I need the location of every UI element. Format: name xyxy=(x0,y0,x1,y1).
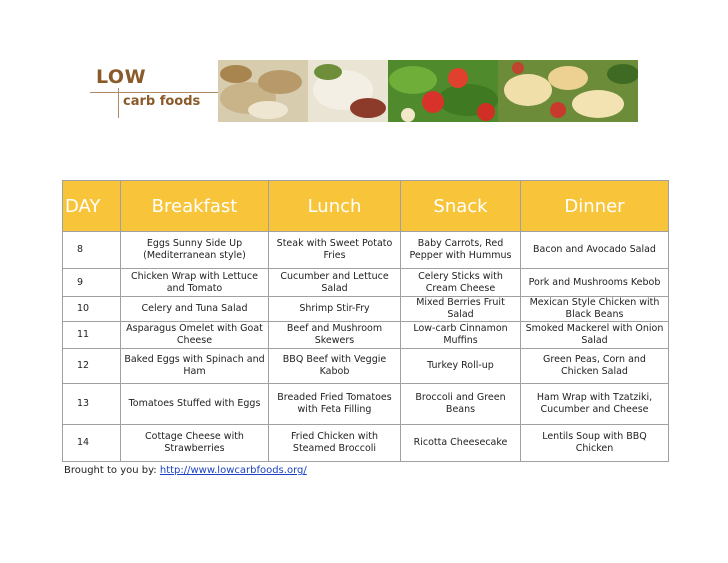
day-cell: 9 xyxy=(63,269,121,297)
logo-divider xyxy=(90,92,218,93)
lunch-cell: Breaded Fried Tomatoes with Feta Filling xyxy=(269,384,401,425)
dinner-cell: Bacon and Avocado Salad xyxy=(521,232,669,269)
day-cell: 8 xyxy=(63,232,121,269)
footer-credit xyxy=(64,465,307,476)
table-row xyxy=(63,232,669,269)
lunch-cell: Cucumber and Lettuce Salad xyxy=(269,269,401,297)
snack-cell: Broccoli and Green Beans xyxy=(401,384,521,425)
table-header-row xyxy=(63,181,669,232)
table-row xyxy=(63,269,669,297)
dinner-cell: Ham Wrap with Tzatziki, Cucumber and Cheese xyxy=(521,384,669,425)
lunch-cell: Shrimp Stir-Fry xyxy=(269,297,401,322)
lunch-cell: Beef and Mushroom Skewers xyxy=(269,322,401,349)
header-breakfast: Breakfast xyxy=(121,181,269,232)
table-row xyxy=(63,349,669,384)
snack-cell: Low-carb Cinnamon Muffins xyxy=(401,322,521,349)
table-row xyxy=(63,297,669,322)
day-cell: 12 xyxy=(63,349,121,384)
site-logo xyxy=(90,60,218,122)
dinner-cell: Green Peas, Corn and Chicken Salad xyxy=(521,349,669,384)
dinner-cell: Lentils Soup with BBQ Chicken xyxy=(521,425,669,462)
footer-website-link[interactable]: http://www.lowcarbfoods.org/ xyxy=(159,465,307,476)
logo-text-carb-foods: carb foods xyxy=(123,94,201,109)
lunch-cell: Fried Chicken with Steamed Broccoli xyxy=(269,425,401,462)
lunch-cell: Steak with Sweet Potato Fries xyxy=(269,232,401,269)
table-row xyxy=(63,425,669,462)
dinner-cell: Smoked Mackerel with Onion Salad xyxy=(521,322,669,349)
footer-prefix: Brought to you by: xyxy=(64,465,160,476)
snack-cell: Turkey Roll-up xyxy=(401,349,521,384)
breakfast-cell: Eggs Sunny Side Up (Mediterranean style) xyxy=(121,232,269,269)
breakfast-cell: Chicken Wrap with Lettuce and Tomato xyxy=(121,269,269,297)
table-row xyxy=(63,322,669,349)
header-banner xyxy=(90,60,638,122)
day-cell: 10 xyxy=(63,297,121,322)
snack-cell: Baby Carrots, Red Pepper with Hummus xyxy=(401,232,521,269)
header-snack: Snack xyxy=(401,181,521,232)
dinner-cell: Mexican Style Chicken with Black Beans xyxy=(521,297,669,322)
header-day: DAY xyxy=(63,181,121,232)
snack-cell: Celery Sticks with Cream Cheese xyxy=(401,269,521,297)
breakfast-cell: Tomatoes Stuffed with Eggs xyxy=(121,384,269,425)
food-photo-strip xyxy=(218,60,638,122)
lunch-cell: BBQ Beef with Veggie Kabob xyxy=(269,349,401,384)
breakfast-cell: Cottage Cheese with Strawberries xyxy=(121,425,269,462)
dinner-cell: Pork and Mushrooms Kebob xyxy=(521,269,669,297)
header-lunch: Lunch xyxy=(269,181,401,232)
table-row xyxy=(63,384,669,425)
day-cell: 11 xyxy=(63,322,121,349)
meal-plan-table xyxy=(62,180,669,462)
breakfast-cell: Asparagus Omelet with Goat Cheese xyxy=(121,322,269,349)
logo-divider-vertical xyxy=(118,88,119,118)
breakfast-cell: Celery and Tuna Salad xyxy=(121,297,269,322)
snack-cell: Mixed Berries Fruit Salad xyxy=(401,297,521,322)
breakfast-cell: Baked Eggs with Spinach and Ham xyxy=(121,349,269,384)
day-cell: 14 xyxy=(63,425,121,462)
logo-text-low: LOW xyxy=(96,66,147,88)
snack-cell: Ricotta Cheesecake xyxy=(401,425,521,462)
day-cell: 13 xyxy=(63,384,121,425)
header-dinner: Dinner xyxy=(521,181,669,232)
